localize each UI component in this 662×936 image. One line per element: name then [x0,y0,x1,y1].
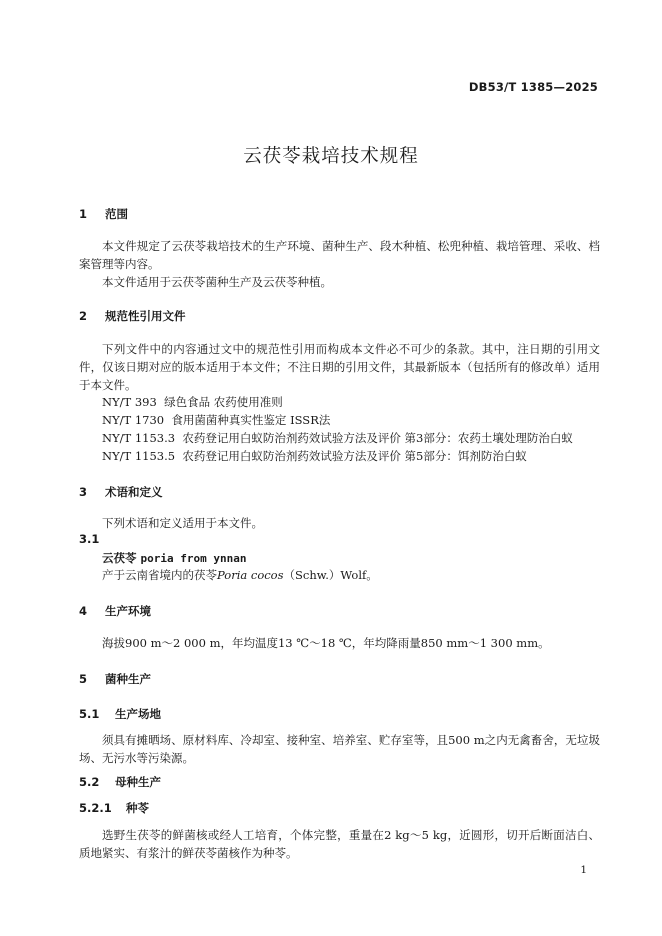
subsection-5-2-heading [79,774,161,790]
section-5-heading [79,671,151,687]
section-title: 生产场地 [115,707,162,721]
reference-code: NY/T 393 [102,395,157,409]
reference-code: NY/T 1153.5 [102,449,176,463]
definition-author: （Schw.）Wolf。 [283,568,378,582]
definition-text: 产于云南省境内的茯苓 [102,568,217,582]
section-number: 5.2 [79,775,100,789]
terms-intro: 下列术语和定义适用于本文件。 [102,516,263,530]
term-english: poria from ynnan [140,552,247,565]
document-title: 云茯苓栽培技术规程 [243,146,419,167]
section-1-heading [79,206,128,222]
section-number: 5.1 [79,707,100,721]
normative-intro: 下列文件中的内容通过文中的规范性引用而构成本文件必不可少的条款。其中，注日期的引用文件，仅该日期对应的版本适用于本文件；不注日期的引用文件，其最新版本（包括所有的修改单）适用于本文件。 [79,342,600,392]
page-number: 1 [580,864,587,876]
section-number: 3 [79,485,88,499]
subsection-5-2-1-heading [79,800,149,816]
reference-item [102,430,573,446]
section-4-heading [79,603,151,619]
term-chinese: 云茯苓 [102,551,137,565]
section-number: 2 [79,309,88,323]
environment-paragraph: 海拔900 m～2 000 m，年均温度13 ℃～18 ℃，年均降雨量850 mm～1 300 mm。 [102,636,550,650]
section-number: 4 [79,604,88,618]
term-entry [102,550,246,566]
reference-code: NY/T 1730 [102,413,165,427]
section-2-heading [79,308,186,324]
term-number: 3.1 [79,532,100,546]
scope-paragraph-1: 本文件规定了云茯苓栽培技术的生产环境、菌种生产、段木种植、松兜种植、栽培管理、采收、档案管理等内容。 [79,239,600,271]
reference-name: 绿色食品 农药使用准则 [164,395,283,409]
section-title: 种苓 [126,801,150,815]
section-title: 规范性引用文件 [105,309,186,323]
term-definition [102,567,378,583]
reference-item [102,412,330,428]
reference-name: 农药登记用白蚁防治剂药效试验方法及评价 第3部分：农药土壤处理防治白蚁 [182,431,573,445]
section-3-heading [79,484,163,500]
section-title: 菌种生产 [105,672,152,686]
section-title: 范围 [105,207,129,221]
section-number: 5.2.1 [79,801,112,815]
reference-code: NY/T 1153.3 [102,431,176,445]
section-title: 术语和定义 [105,485,163,499]
section-number: 5 [79,672,88,686]
section-title: 生产环境 [105,604,152,618]
subsection-5-1-heading [79,706,161,722]
reference-item [102,394,283,410]
reference-name: 食用菌菌种真实性鉴定 ISSR法 [171,413,331,427]
section-number: 1 [79,207,88,221]
reference-item [102,448,527,464]
reference-name: 农药登记用白蚁防治剂药效试验方法及评价 第5部分：饵剂防治白蚁 [182,449,527,463]
section-title: 母种生产 [115,775,162,789]
site-paragraph: 须具有摊晒场、原材料库、冷却室、接种室、培养室、贮存室等，且500 m之内无禽畜舍，无垃圾场、无污水等污染源。 [79,733,600,765]
seed-poria-paragraph: 选野生茯苓的鲜菌核或经人工培育，个体完整，重量在2 kg～5 kg，近圆形，切开后断面洁白、质地紧实、有浆汁的鲜茯苓菌核作为种苓。 [79,828,600,860]
scope-paragraph-2: 本文件适用于云茯苓菌种生产及云茯苓种植。 [102,275,332,289]
standard-code: DB53/T 1385—2025 [468,80,598,94]
latin-name: Poria cocos [217,568,284,582]
